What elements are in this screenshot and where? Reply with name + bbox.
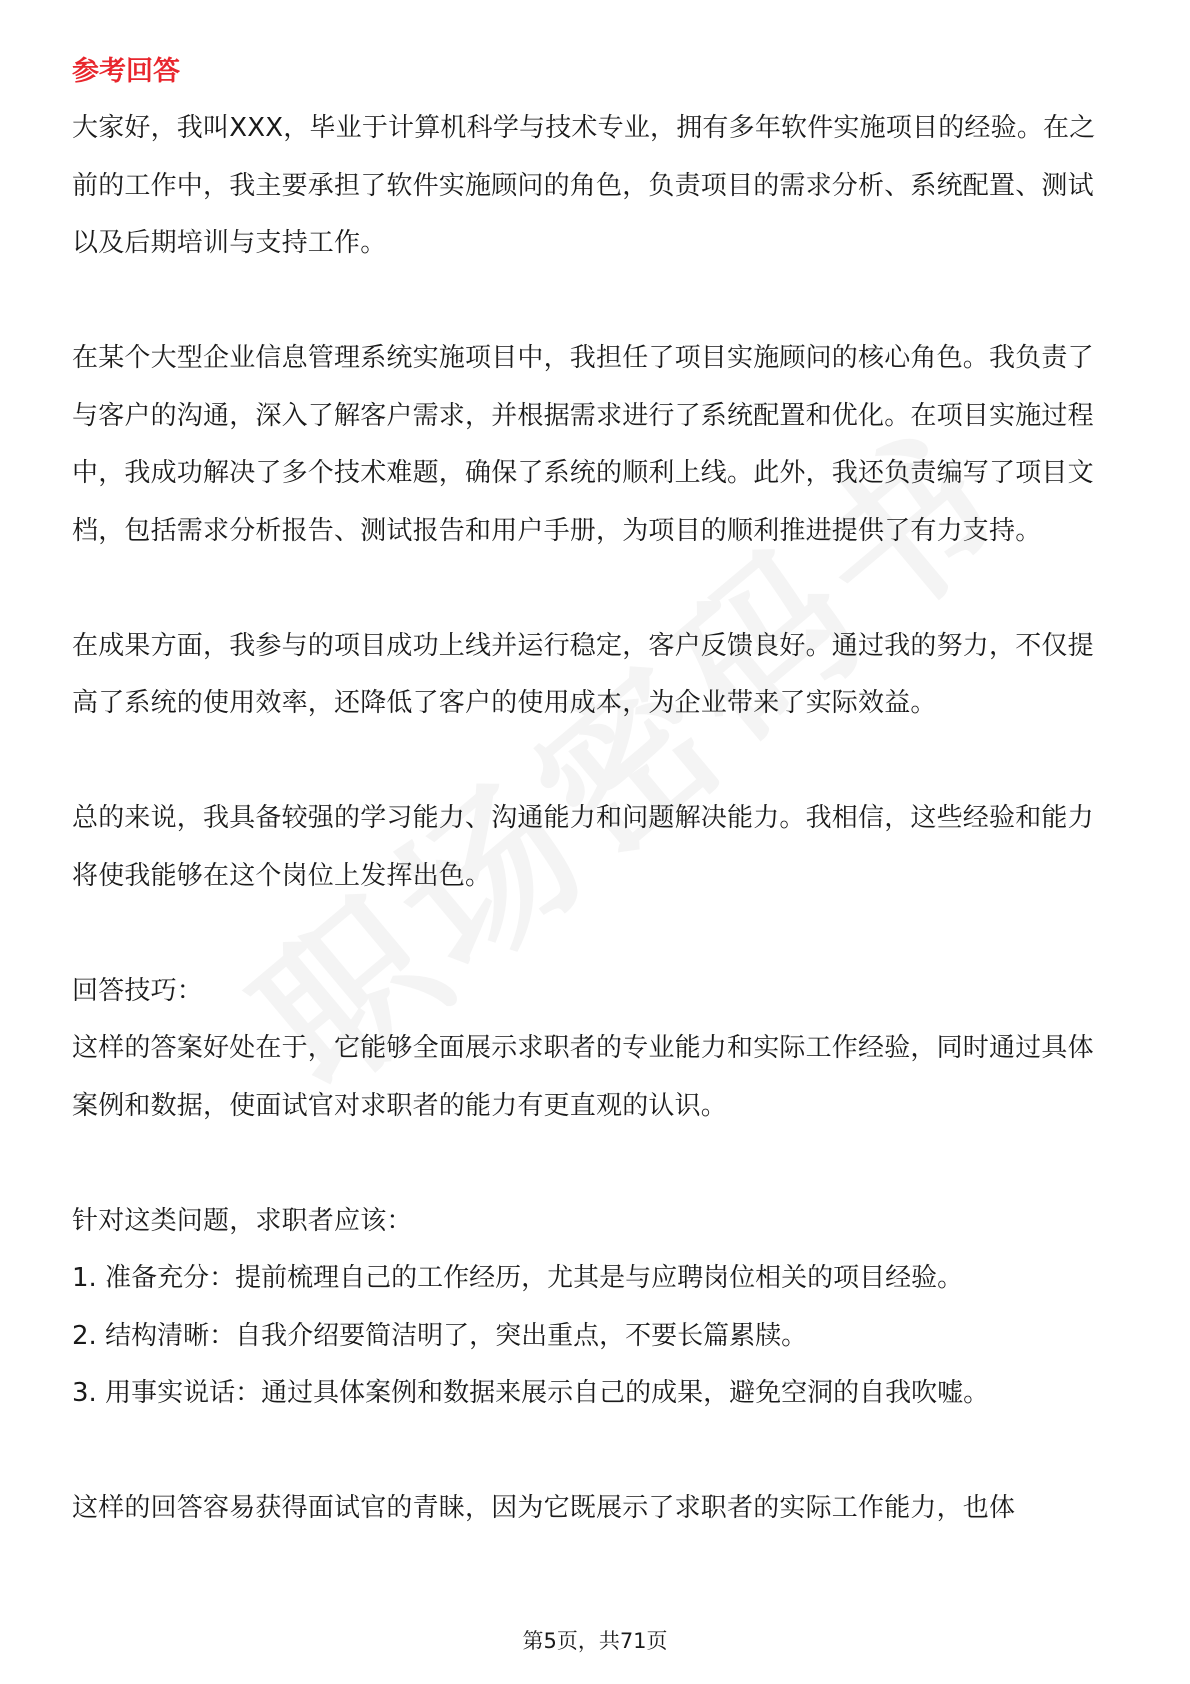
paragraph-spacer <box>72 273 1118 331</box>
paragraph-spacer <box>72 1135 1118 1193</box>
advice-item: 2. 结构清晰：自我介绍要简洁明了，突出重点，不要长篇累牍。 <box>72 1320 808 1351</box>
intro-paragraph: 大家好，我叫XXX，毕业于计算机科学与技术专业，拥有多年软件实施项目的经验。在之前的工作中，我主要承担了软件实施顾问的角色，负责项目的需求分析、系统配置、测试以及后期培训与支持工作。 <box>72 113 1096 258</box>
paragraph-spacer <box>72 560 1118 618</box>
advice-title: 针对这类问题，求职者应该： <box>72 1205 413 1236</box>
content-body <box>72 44 1118 1538</box>
closing-paragraph: 这样的回答容易获得面试官的青睐，因为它既展示了求职者的实际工作能力，也体 <box>72 1493 1016 1523</box>
tips-title: 回答技巧： <box>72 975 204 1006</box>
paragraph-spacer <box>72 1423 1118 1481</box>
summary-paragraph: 总的来说，我具备较强的学习能力、沟通能力和问题解决能力。我相信，这些经验和能力将使我能够在这个岗位上发挥出色。 <box>72 803 1094 891</box>
project-paragraph: 在某个大型企业信息管理系统实施项目中，我担任了项目实施顾问的核心角色。我负责了与客户的沟通，深入了解客户需求，并根据需求进行了系统配置和优化。在项目实施过程中，我成功解决了多个技术难题，确保了系统的顺利上线。此外，我还负责编写了项目文档，包括需求分析报告、测试报告和用户手册，为项目的顺利推进提供了有力支持。 <box>72 343 1094 546</box>
results-paragraph: 在成果方面，我参与的项目成功上线并运行稳定，客户反馈良好。通过我的努力，不仅提高了系统的使用效率，还降低了客户的使用成本，为企业带来了实际效益。 <box>72 630 1094 718</box>
tips-body: 这样的答案好处在于，它能够全面展示求职者的专业能力和实际工作经验，同时通过具体案例和数据，使面试官对求职者的能力有更直观的认识。 <box>72 1033 1094 1121</box>
advice-item: 3. 用事实说话：通过具体案例和数据来展示自己的成果，避免空洞的自我吹嘘。 <box>72 1378 990 1408</box>
page-footer: 第5页，共71页 <box>522 1629 668 1653</box>
advice-item: 1. 准备充分：提前梳理自己的工作经历，尤其是与应聘岗位相关的项目经验。 <box>72 1263 964 1293</box>
paragraph-spacer <box>72 733 1118 791</box>
section-heading: 参考回答 <box>72 56 180 87</box>
paragraph-spacer <box>72 905 1118 963</box>
